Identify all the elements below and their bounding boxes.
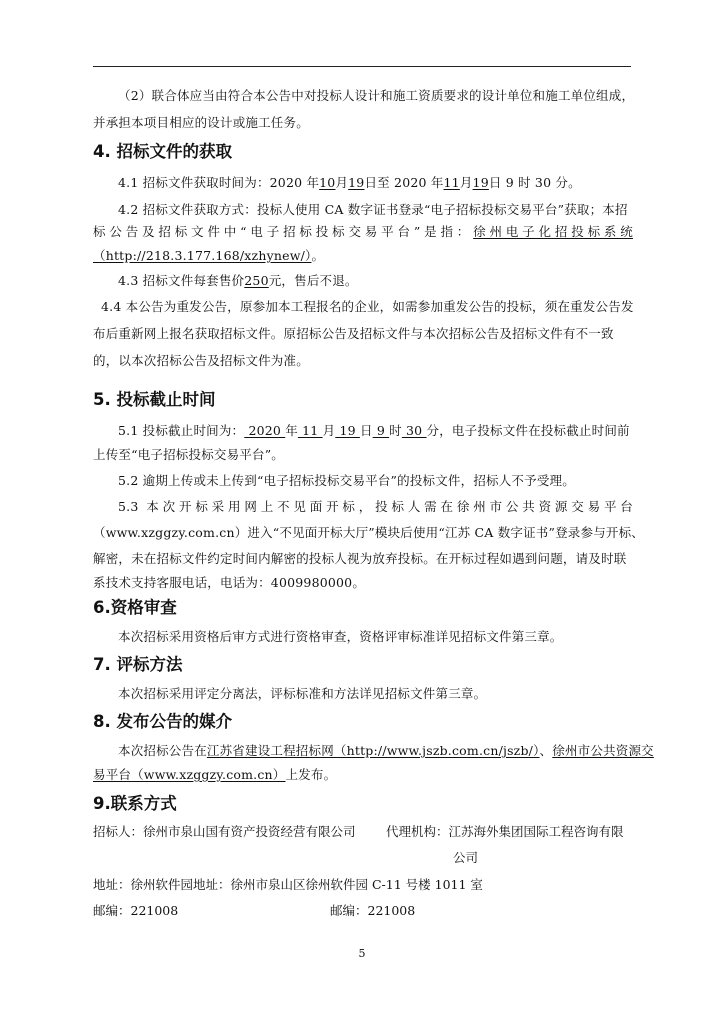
sec4-heading: 4. 招标文件的获取	[93, 142, 232, 161]
sec4-p2-line2: 标公告及招标文件中“电子招标投标交易平台”是指：徐州电子化招投标系统	[93, 224, 633, 239]
sec4-p4-line3: 的，以本次招标公告及招标文件为准。	[93, 353, 309, 368]
jszb-link[interactable]: 江苏省建设工程招标网（http://www.jszb.com.cn/jszb/）	[206, 743, 540, 758]
sec4-p1: 4.1 招标文件获取时间为：2020 年10月19日至 2020 年11月19日 9 时 30 分。	[118, 175, 581, 190]
address: 地址：徐州软件园地址：徐州市泉山区徐州软件园 C-11 号楼 1011 室	[93, 877, 483, 892]
sec7-p1: 本次招标采用评定分离法，评标标准和方法详见招标文件第三章。	[118, 686, 487, 701]
header-rule	[93, 66, 631, 67]
sec8-p1-line2: 易平台（www.xzggzy.com.cn）上发布。	[93, 767, 337, 782]
agent-name-line1: 代理机构：江苏海外集团国际工程咨询有限	[386, 824, 624, 839]
sec7-heading: 7. 评标方法	[93, 655, 183, 674]
sec5-p1-line1: 5.1 投标截止时间为： 2020 年 11 月 19 日 9 时 30 分，电子投标文件在投标截止时间前	[118, 423, 630, 438]
sec6-p1: 本次招标采用资格后审方式进行资格审查，资格评审标准详见招标文件第三章。	[118, 629, 563, 644]
sec6-heading: 6.资格审查	[93, 598, 177, 617]
postcode-agent: 邮编：221008	[330, 903, 416, 918]
sec9-heading: 9.联系方式	[93, 794, 177, 813]
sec5-p2: 5.2 逾期上传或未上传到“电子招标投标交易平台”的投标文件，招标人不予受理。	[118, 473, 575, 488]
sec5-p3-line3: 解密，未在招标文件约定时间内解密的投标人视为放弃投标。在开标过程如遇到问题，请及时联	[93, 551, 627, 566]
sec5-heading: 5. 投标截止时间	[93, 390, 216, 409]
xzggzy-link-part2[interactable]: 易平台（www.xzggzy.com.cn）	[93, 767, 286, 782]
postcode-tenderer: 邮编：221008	[93, 903, 179, 918]
sec4-p2-line1: 4.2 招标文件获取方式：投标人使用 CA 数字证书登录“电子招标投标交易平台”获取；本招	[118, 202, 628, 217]
agent-name-line2: 公司	[453, 850, 479, 865]
platform-url-link[interactable]: （http://218.3.177.168/xzhynew/）	[93, 248, 312, 263]
platform-link[interactable]: 徐州电子化招投标系统	[473, 224, 633, 239]
tenderer-name: 招标人：徐州市泉山国有资产投资经营有限公司	[93, 824, 356, 839]
sec8-p1-line1: 本次招标公告在江苏省建设工程招标网（http://www.jszb.com.cn/jszb/）、徐州市公共资源交	[118, 743, 654, 758]
sec4-p4-line1: 4.4 本公告为重发公告，原参加本工程报名的企业，如需参加重发公告的投标，须在重发公告发	[101, 299, 634, 314]
sec5-p1-line2: 上传至“电子招标投标交易平台”。	[93, 447, 284, 462]
sec4-p2-line3: （http://218.3.177.168/xzhynew/）。	[93, 248, 325, 263]
sec5-p3-line2: （www.xzggzy.com.cn）进入“不见面开标大厅”模块后使用“江苏 CA 数字证书”登录参与开标、	[93, 525, 644, 540]
xzggzy-link-part1[interactable]: 徐州市公共资源交	[552, 743, 654, 758]
sec4-p3: 4.3 招标文件每套售价250元，售后不退。	[118, 273, 358, 288]
sec3-p2-line1: （2）联合体应当由符合本公告中对投标人设计和施工资质要求的设计单位和施工单位组成，	[118, 88, 635, 103]
sec8-heading: 8. 发布公告的媒介	[93, 712, 232, 731]
page-number: 5	[358, 947, 366, 960]
sec5-p3-line1: 5.3 本次开标采用网上不见面开标，投标人需在徐州市公共资源交易平台	[118, 499, 633, 514]
sec5-p3-line4: 系技术支持客服电话，电话为：4009980000。	[93, 575, 366, 590]
sec4-p4-line2: 布后重新网上报名获取招标文件。原招标公告及招标文件与本次招标公告及招标文件有不一致	[93, 326, 614, 341]
sec3-p2-line2: 并承担本项目相应的设计或施工任务。	[93, 115, 309, 130]
